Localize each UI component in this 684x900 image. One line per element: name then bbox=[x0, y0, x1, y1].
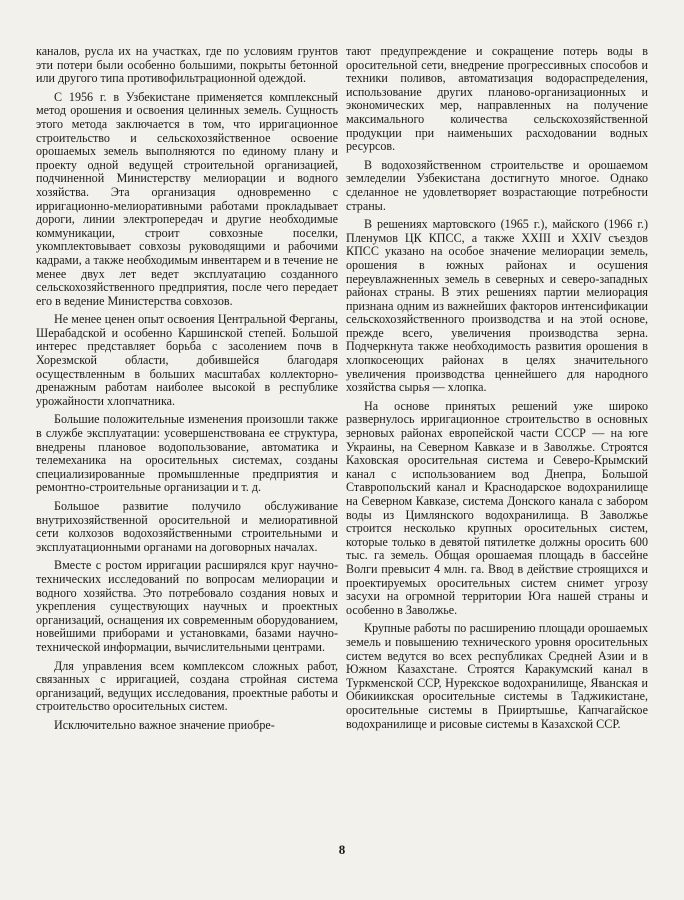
left-column bbox=[36, 45, 338, 738]
paragraph: Исключительно важное значение приобре- bbox=[54, 717, 275, 732]
paragraph: В водохозяйственном строительстве и орошаемом земледелии Узбекистана достигнуто многое. Однако сделанное не удовлетворяет возрастающие потребности страны. bbox=[346, 157, 648, 213]
paragraph: Для управления всем комплексом сложных работ, связанных с ирригацией, создана стройная система организаций, ведущих исследования, проектные работы и строительство оросительных систем. bbox=[36, 658, 338, 714]
paragraph: В решениях мартовского (1965 г.), майского (1966 г.) Пленумов ЦК КПСС, а также XXIII и XXIV съездов КПСС указано на особое значение мелиорации земель, орошения в южных районах и осушения переувлажненных земель в северных и северо-западных районах страны. В этих решениях партии мелиорация признана одним из важнейших факторов интенсификации сельскохозяйственного производства и на этой основе, прежде всего, увеличения производства зерна. Подчеркнута также необходимость развития орошения в хлопкосеющих районах в целях значительного увеличения производства ценнейшего для народного хозяйства сырья — хлопка. bbox=[346, 217, 648, 395]
paragraph: На основе принятых решений уже широко развернулось ирригационное строительство в основных зерновых районах европейской части СССР — на юге Украины, на Северном Кавказе и в Заволжье. Строятся Каховская оросительная система и Северо-Крымский канал с использованием вод Днепра, Большой Ставропольский канал и Краснодарское водохранилище на Северном Кавказе, система Донского канала с забором воды из Цимлянского водохранилища. В Заволжье строится несколько крупных оросительных систем, которые только в девятой пятилетке должны оросить 600 тыс. га земель. Общая орошаемая площадь в бассейне Волги превысит 4 млн. га. Ввод в действие строящихся и проектируемых оросительных систем снимет угрозу засухи на огромной территории Юга нашей страны и особенно в Заволжье. bbox=[346, 398, 648, 617]
paragraph: Вместе с ростом ирригации расширялся круг научно-технических исследований по вопросам мелиорации и водного хозяйства. Это потребовало создания новых и укрепления существующих научных и проектных организаций, оснащения их современным оборудованием, новейшими приборами и установками, базами научно-технической информации, вычислительными центрами. bbox=[36, 558, 338, 654]
paragraph: тают предупреждение и сокращение потерь воды в оросительной сети, внедрение прогрессивных способов и техники поливов, автоматизация водораспределения, использование других планово-организационных и экономических мер, направленных на получение максимального количества сельскохозяйственной продукции при наименьших расходовании водных ресурсов. bbox=[346, 44, 648, 154]
right-column bbox=[346, 45, 648, 736]
page-number: 8 bbox=[338, 842, 346, 857]
paragraph: Не менее ценен опыт освоения Центральной Ферганы, Шерабадской и особенно Каршинской степей. Большой интерес представляет борьба с засолением почв в Хорезмской области, добившейся благодаря осуществленным в больших масштабах коллекторно-дренажным работам наиболее высокой в республике урожайности хлопчатника. bbox=[36, 312, 338, 408]
paragraph: Большое развитие получило обслуживание внутрихозяйственной оросительной и мелиоративной сети колхозов водохозяйственными строительными и эксплуатационными органами на договорных началах. bbox=[36, 499, 338, 554]
paragraph: Большие положительные изменения произошли также в службе эксплуатации: усовершенствована ее структура, внедрены плановое водопользование, автоматика и телемеханика на оросительных системах, созданы специализированные промышленные предприятия и ремонтно-строительные организации и т. д. bbox=[36, 412, 338, 495]
paragraph: каналов, русла их на участках, где по условиям грунтов эти потери были особенно большими, покрыты бетонной или другого типа противофильтрационной одеждой. bbox=[36, 44, 338, 86]
paragraph: Крупные работы по расширению площади орошаемых земель и повышению технического уровня оросительных систем ведутся во всех республиках Средней Азии и в Южном Казахстане. Строятся Каракумский канал в Туркменской ССР, Нурекское водохранилище, Яванская и Обикиикская оросительные системы в Таджикистане, оросительные системы в Прииртышье, Капчагайское водохранилище и рисовые системы в Казахской ССР. bbox=[346, 621, 648, 731]
paragraph: С 1956 г. в Узбекистане применяется комплексный метод орошения и освоения целинных земель. Сущность этого метода заключается в том, что ирригационное строительство и сельскохозяйственное освоение орошаемых земель выполняются по единому плану и проекту одной ведущей строительной организацией, подчиненной Министерству мелиорации и водного хозяйства. Эта организация одновременно с ирригационно-мелиоративными работами прокладывает дороги, линии электропередач и другие необходимые коммуникации, строит совхозные поселки, укомплектовывает совхозы руководящими и рабочими кадрами, а также необходимым инвентарем и в течение не менее двух лет ведет эксплуатацию созданного сельскохозяйственного предприятия, после чего передает его в ведение Министерства совхозов. bbox=[36, 89, 338, 308]
